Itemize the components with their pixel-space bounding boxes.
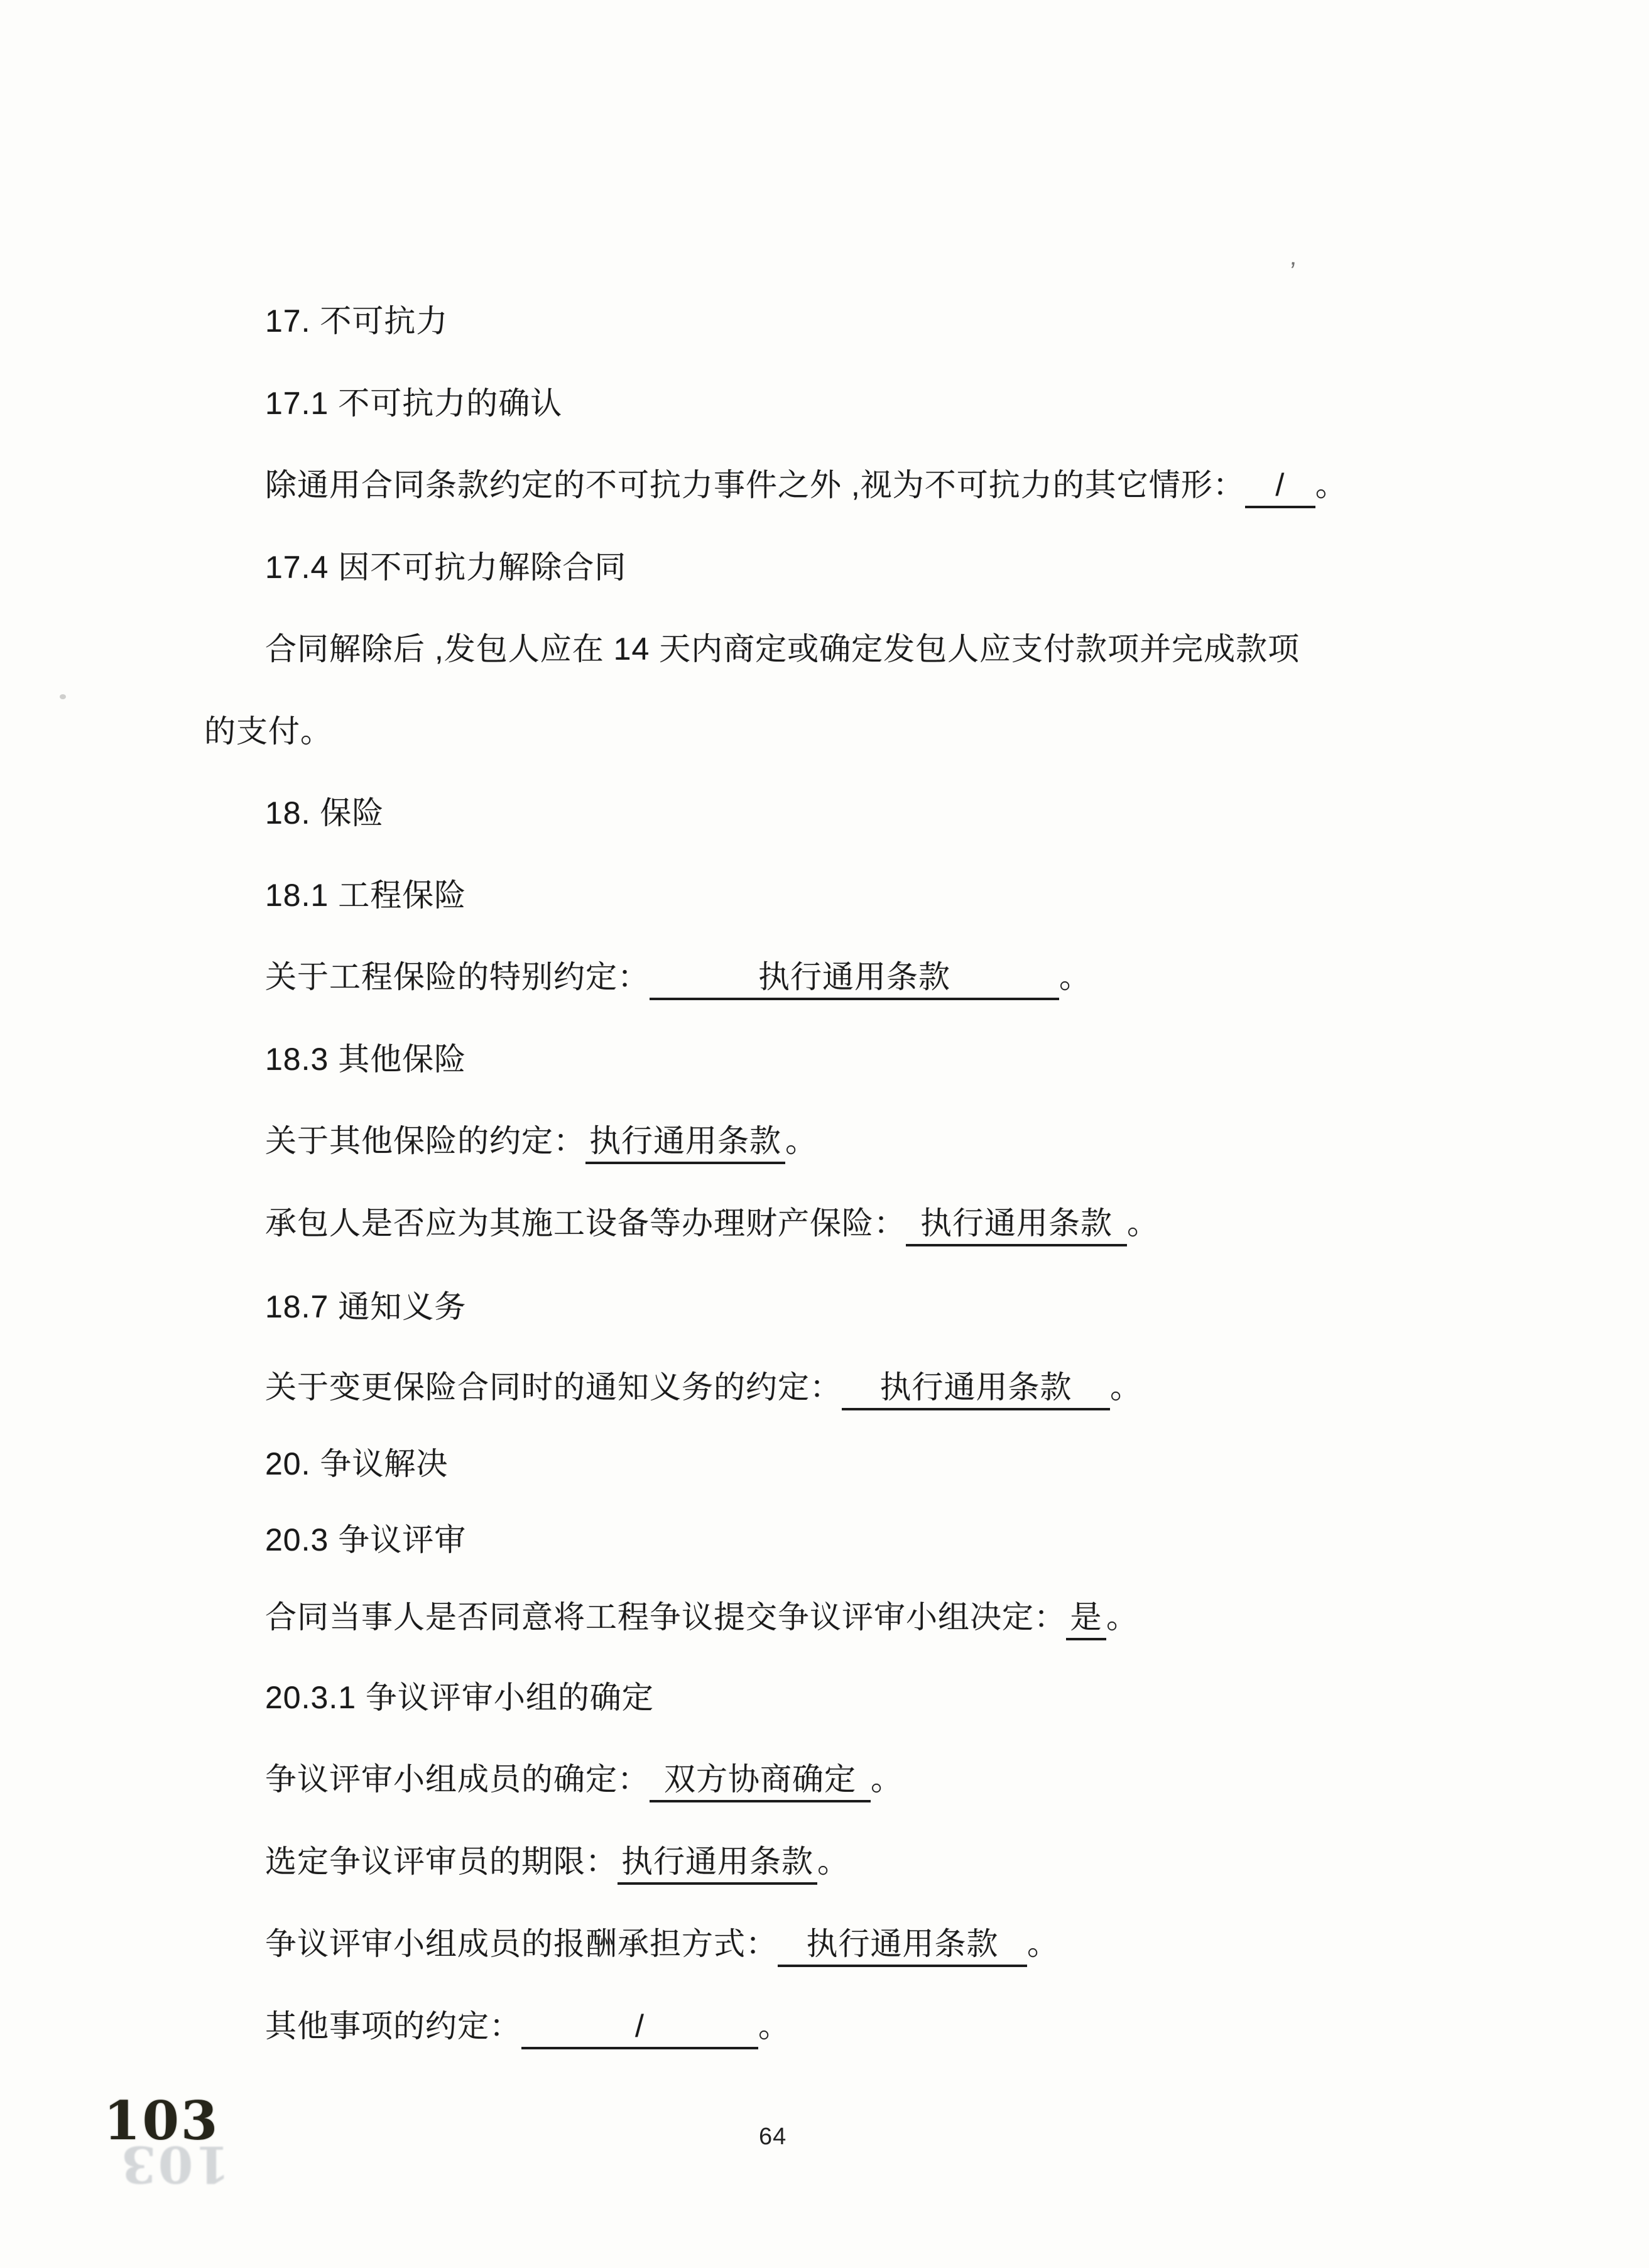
heading-text: 18.3 其他保险 [265, 1042, 467, 1077]
body-text: 合同解除后 ,发包人应在 14 天内商定或确定发包人应支付款项并完成款项 [265, 631, 1300, 667]
clause-label: 关于变更保险合同时的通知义务的约定： [265, 1370, 842, 1405]
heading-text: 18.7 通知义务 [265, 1289, 467, 1324]
scan-artifact-mark: ’ [1287, 256, 1297, 286]
clause-label: 关于工程保险的特别约定： [265, 959, 650, 995]
clause-20-3-1-text-3 [265, 1926, 1059, 1967]
body-text: 的支付。 [204, 714, 332, 749]
clause-18-1-text [265, 959, 1091, 1000]
sentence-end: 。 [758, 2009, 790, 2044]
sentence-end: 。 [1127, 1206, 1159, 1241]
clause-17-heading [265, 303, 448, 339]
sentence-end: 。 [871, 1762, 903, 1797]
clause-label: 除通用合同条款约定的不可抗力事件之外 ,视为不可抗力的其它情形： [265, 467, 1245, 503]
blank-fill-value: 双方协商确定 [650, 1761, 871, 1802]
clause-20-3-text [265, 1599, 1138, 1640]
clause-label: 关于其他保险的约定： [265, 1123, 585, 1159]
clause-label: 承包人是否应为其施工设备等办理财产保险： [265, 1206, 906, 1241]
sentence-end: 。 [785, 1123, 817, 1159]
sentence-end: 。 [1027, 1926, 1059, 1961]
clause-18-3-text-1 [265, 1123, 817, 1164]
clause-18-3-heading [265, 1041, 466, 1077]
clause-20-3-1-text-2 [265, 1843, 849, 1885]
clause-label: 合同当事人是否同意将工程争议提交争议评审小组决定： [265, 1600, 1066, 1635]
clause-17-4-heading [265, 549, 626, 586]
sentence-end: 。 [817, 1844, 849, 1879]
sentence-end: 。 [1315, 467, 1347, 503]
clause-20-3-heading [265, 1522, 466, 1558]
sentence-end: 。 [1059, 959, 1091, 995]
clause-18-heading [265, 795, 384, 831]
clause-20-3-1-heading [265, 1679, 654, 1716]
heading-text: 18.1 工程保险 [265, 878, 467, 913]
clause-17-4-text-line1 [265, 631, 1300, 667]
blank-fill-value: 执行通用条款 [842, 1369, 1110, 1410]
blank-fill-value: 执行通用条款 [618, 1843, 817, 1885]
blank-fill-value: 执行通用条款 [585, 1123, 785, 1164]
clause-18-3-text-2 [265, 1205, 1159, 1246]
sentence-end: 。 [1110, 1370, 1142, 1405]
clause-18-7-text [265, 1369, 1142, 1410]
heading-text: 17. 不可抗力 [265, 303, 449, 339]
heading-text: 18. 保险 [265, 795, 384, 831]
clause-17-1-heading [265, 385, 562, 422]
page-number-stamp: 103 [104, 2090, 220, 2152]
clause-label: 选定争议评审员的期限： [265, 1844, 618, 1879]
clause-18-7-heading [265, 1289, 466, 1325]
page-number-stamp-ghost: 103 [119, 2135, 230, 2194]
blank-fill-value: 执行通用条款 [906, 1205, 1127, 1246]
clause-label: 争议评审小组成员的确定： [265, 1762, 650, 1797]
clause-label: 其他事项的约定： [265, 2009, 521, 2044]
heading-text: 20.3.1 争议评审小组的确定 [265, 1680, 654, 1715]
clause-other-items-text [265, 2008, 790, 2049]
blank-fill-value: / [1245, 467, 1315, 508]
clause-17-1-text [265, 467, 1347, 508]
page-number: 64 [759, 2124, 787, 2150]
blank-fill-value: 执行通用条款 [650, 959, 1059, 1000]
heading-text: 17.1 不可抗力的确认 [265, 386, 563, 421]
heading-text: 20. 争议解决 [265, 1446, 449, 1481]
clause-17-4-text-line2 [204, 713, 332, 750]
sentence-end: 。 [1106, 1600, 1138, 1635]
blank-fill-value: / [521, 2008, 758, 2049]
heading-text: 17.4 因不可抗力解除合同 [265, 550, 627, 585]
heading-text: 20.3 争议评审 [265, 1522, 467, 1557]
blank-fill-value: 执行通用条款 [778, 1926, 1027, 1967]
scan-speck [60, 694, 66, 699]
clause-label: 争议评审小组成员的报酬承担方式： [265, 1926, 778, 1961]
blank-fill-value: 是 [1066, 1599, 1106, 1640]
clause-20-heading [265, 1446, 448, 1482]
clause-20-3-1-text-1 [265, 1761, 903, 1802]
clause-18-1-heading [265, 877, 466, 913]
